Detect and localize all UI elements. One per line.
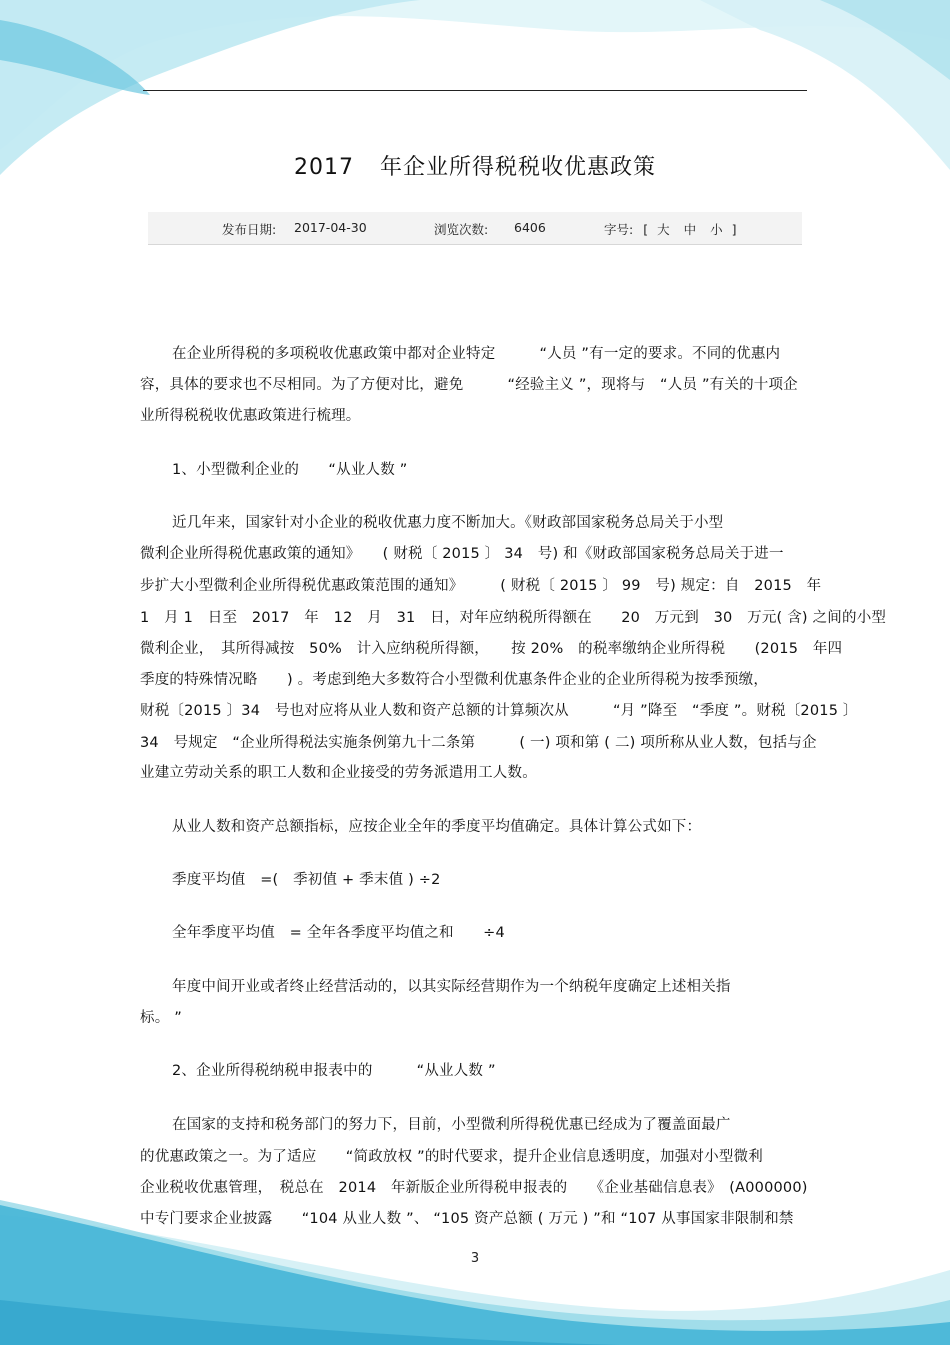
body-line: 业建立劳动关系的职工人数和企业接受的劳务派遣用工人数。 xyxy=(140,765,537,781)
title-year: 2017 xyxy=(293,155,354,180)
body-line: 中专门要求企业披露 “104 从业人数 ”、 “105 资产总额 ( 万元 ) ”和 “107 从事国家非限制和禁 xyxy=(140,1211,794,1227)
section-heading: 1、小型微利企业的 “从业人数 ” xyxy=(172,462,408,478)
body-line: 微利企业， 其所得减按 50% 计入应纳税所得额， 按 20% 的税率缴纳企业所得税 (2015 年四 xyxy=(140,641,843,657)
body-line: 业所得税税收优惠政策进行梳理。 xyxy=(140,408,361,424)
title-text: 年企业所得税税收优惠政策 xyxy=(379,155,656,180)
body-line: 财税〔2015 〕34 号也对应将从业人数和资产总额的计算频次从 “月 ”降至 “季度 ”。财税〔2015 〕 xyxy=(140,703,858,719)
font-size-medium-link[interactable]: 中 xyxy=(683,222,697,237)
bracket-close: ] xyxy=(731,222,737,237)
font-size-large-link[interactable]: 大 xyxy=(657,222,670,237)
views-label: 浏览次数: xyxy=(434,222,489,237)
body-line: 标。 ” xyxy=(140,1010,182,1026)
article-meta-bar xyxy=(148,212,802,245)
views-count: 6406 xyxy=(514,220,546,235)
body-line: 从业人数和资产总额指标，应按企业全年的季度平均值确定。具体计算公式如下： xyxy=(172,819,702,835)
page-number: 3 xyxy=(470,1251,480,1266)
publish-date: 2017-04-30 xyxy=(294,220,367,235)
bracket-open: [ xyxy=(643,222,649,237)
formula-line: 季度平均值 =( 季初值 + 季末值 ) ÷2 xyxy=(172,872,441,888)
section-heading: 2、企业所得税纳税申报表中的 “从业人数 ” xyxy=(172,1063,496,1079)
body-line: 的优惠政策之一。为了适应 “简政放权 ”的时代要求，提升企业信息透明度，加强对小型微利 xyxy=(140,1149,763,1165)
body-line: 在企业所得税的多项税收优惠政策中都对企业特定 “人员 ”有一定的要求。不同的优惠内 xyxy=(172,346,781,362)
formula-line: 全年季度平均值 = 全年各季度平均值之和 ÷4 xyxy=(172,925,505,941)
body-line: 季度的特殊情况略 ) 。考虑到绝大多数符合小型微利优惠条件企业的企业所得税为按季预缴， xyxy=(140,672,769,688)
body-line: 年度中间开业或者终止经营活动的，以其实际经营期作为一个纳税年度确定上述相关指 xyxy=(172,979,731,995)
page-title xyxy=(0,150,950,181)
font-size-small-link[interactable]: 小 xyxy=(710,222,723,237)
body-line: 近几年来，国家针对小企业的税收优惠力度不断加大。《财政部国家税务总局关于小型 xyxy=(172,515,724,531)
publish-date-label: 发布日期: xyxy=(222,222,277,237)
body-line: 在国家的支持和税务部门的努力下，目前，小型微利所得税优惠已经成为了覆盖面最广 xyxy=(172,1117,731,1133)
body-line: 微利企业所得税优惠政策的通知》 ( 财税〔 2015 〕 34 号) 和《财政部国家税务总局关于进一 xyxy=(140,546,784,562)
body-line: 容，具体的要求也不尽相同。为了方便对比，避免 “经验主义 ”，现将与 “人员 ”有关的十项企 xyxy=(140,377,798,393)
body-line: 34 号规定 “企业所得税法实施条例第九十二条第 ( 一) 项和第 ( 二) 项所称从业人数，包括与企 xyxy=(140,735,817,751)
font-size-control xyxy=(604,220,736,238)
header-rule xyxy=(143,90,807,91)
font-size-label: 字号: xyxy=(604,222,634,237)
body-line: 步扩大小型微利企业所得税优惠政策范围的通知》 ( 财税〔 2015 〕 99 号) 规定：自 2015 年 xyxy=(140,578,822,594)
body-line: 1 月 1 日至 2017 年 12 月 31 日，对年应纳税所得额在 20 万元到 30 万元( 含) 之间的小型 xyxy=(140,610,887,626)
body-line: 企业税收优惠管理， 税总在 2014 年新版企业所得税申报表的 《企业基础信息表》 (A000000) xyxy=(140,1180,808,1196)
